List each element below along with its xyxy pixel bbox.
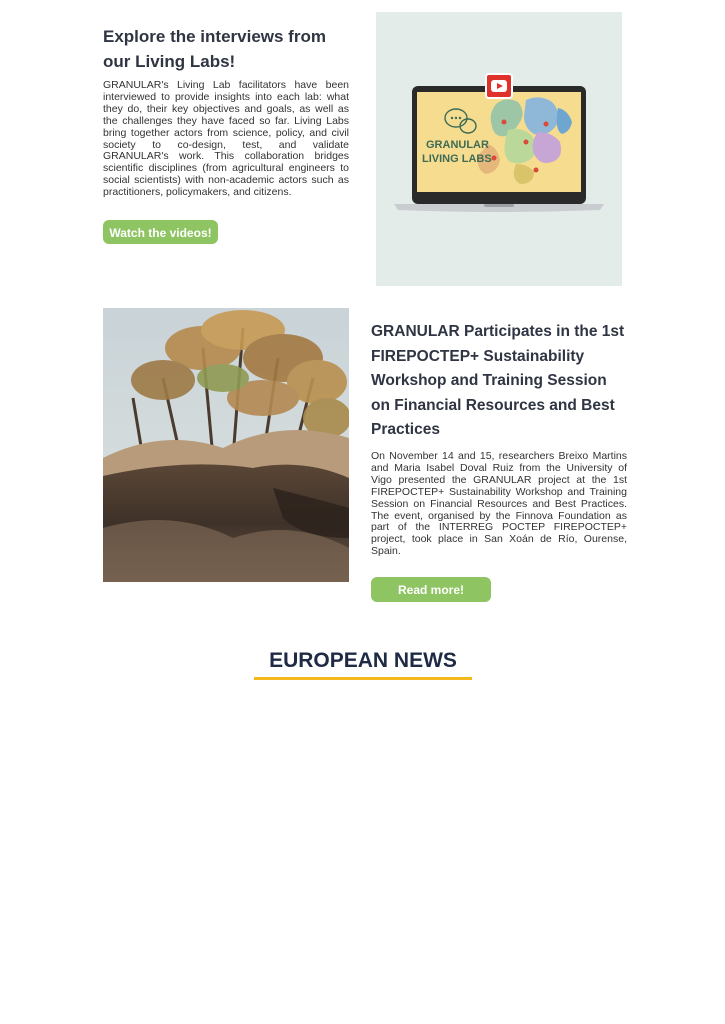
living-labs-title: Explore the interviews from our Living Labs! (103, 27, 326, 71)
living-labs-body: GRANULAR's Living Lab facilitators have been interviewed to provide insights into each lab: what they do, their key objectives and goals, as well as the challenges they have faced so far. Living Labs bring together actors from science, policy, and civil society to co-design, test, and validate GRANULAR's work. This collaboration bridges scientific disciplines (from agricultural engineers to social scientists) with non-academic actors such as practitioners, policymakers, and citizens. (103, 79, 349, 199)
burnt-forest-photo (103, 308, 349, 582)
european-news-heading: EUROPEAN NEWS (269, 649, 457, 672)
firepoctep-title: GRANULAR Participates in the 1st FIREPOCTEP+ Sustainability Workshop and Training Session on Financial Resources and Best Practices (371, 323, 625, 439)
screen-text-living-labs: LIVING LABS (422, 153, 492, 165)
laptop-illustration (376, 12, 622, 286)
youtube-play-icon (486, 74, 512, 98)
screen-text-granular: GRANULAR (426, 139, 489, 151)
read-more-button[interactable]: Read more! (371, 577, 491, 602)
watch-videos-button[interactable]: Watch the videos! (103, 220, 218, 244)
heading-underline (254, 677, 472, 680)
firepoctep-body: On November 14 and 15, researchers Breixo Martins and Maria Isabel Doval Ruiz from the University of Vigo presented the GRANULAR project at the 1st FIREPOCTEP+ Sustainability Workshop and Training Session on Financial Resources and Best Practices. The event, organised by the Finnova Foundation as part of the INTERREG POCTEP FIREPOCTEP+ project, took place in San Xoán de Río, Ourense, Spain. (371, 450, 627, 558)
living-labs-video-image[interactable] (376, 12, 622, 286)
